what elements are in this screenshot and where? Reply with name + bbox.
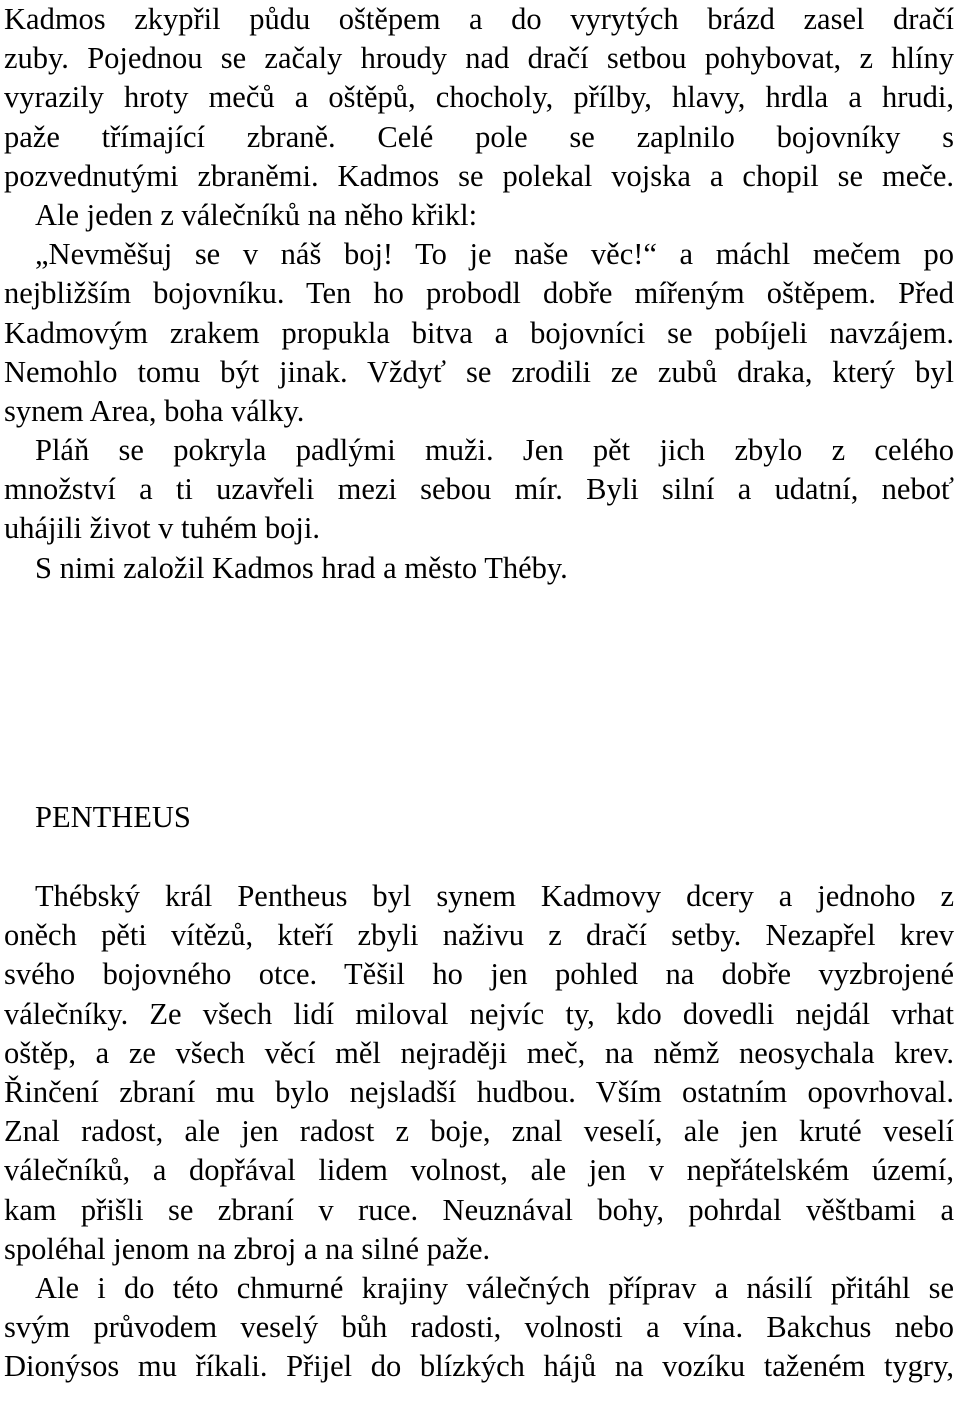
text-line: množství a ti uzavřeli mezi sebou mír. Byli silní a udatní, neboť (4, 472, 954, 507)
text-line: pozvednutými zbraněmi. Kadmos se polekal vojska a chopil se meče. (4, 158, 954, 193)
document-page (4, 0, 954, 1386)
text-line: Pláň se pokryla padlými muži. Jen pět jich zbylo z celého (35, 433, 954, 468)
text-line: Kadmos zkypřil půdu oštěpem a do vyrytých brázd zasel dračí (4, 2, 954, 36)
text-line: Nemohlo tomu být jinak. Vždyť se zrodili ze zubů draka, který byl (4, 354, 954, 389)
text-line: Dionýsos mu říkali. Přijel do blízkých hájů na vozíku taženém tygry, (4, 1349, 954, 1384)
text-line: Řinčení zbraní mu bylo nejsladší hudbou. Vším ostatním opovrhoval. (4, 1074, 954, 1109)
text-line: Ale i do této chmurné krajiny válečných příprav a násilí přitáhl se (35, 1270, 954, 1305)
text-line: Thébský král Pentheus byl synem Kadmovy dcery a jednoho z (35, 879, 954, 913)
text-line: svého bojovného otce. Těšil ho jen pohled na dobře vyzbrojené (4, 957, 954, 992)
text-line: uhájili život v tuhém boji. (4, 511, 320, 546)
spacer (4, 837, 954, 877)
text-line: S nimi založil Kadmos hrad a město Théby. (35, 550, 568, 585)
section-heading: PENTHEUS (35, 799, 191, 834)
text-line: Ale jeden z válečníků na něho křikl: (35, 197, 478, 232)
text-line: synem Area, boha války. (4, 393, 305, 428)
text-line: zuby. Pojednou se začaly hroudy nad dračí setbou pohybovat, z hlíny (4, 41, 954, 76)
text-line: nejbližším bojovníku. Ten ho probodl dobře mířeným oštěpem. Před (4, 276, 954, 311)
text-line: vyrazily hroty mečů a oštěpů, chocholy, přílby, hlavy, hrdla a hrudi, (4, 80, 954, 115)
text-line: Znal radost, ale jen radost z boje, znal veselí, ale jen kruté veselí (4, 1114, 954, 1149)
text-line: Kadmovým zrakem propukla bitva a bojovníci se pobíjeli navzájem. (4, 315, 954, 350)
text-line: spoléhal jenom na zbroj a na silné paže. (4, 1231, 491, 1266)
text-line: „Nevměšuj se v náš boj! To je naše věc!“ a máchl mečem po (35, 237, 954, 272)
text-line: válečníků, a dopřával lidem volnost, ale jen v nepřátelském území, (4, 1153, 954, 1188)
text-line: kam přišli se zbraní v ruce. Neuznával bohy, pohrdal věštbami a (4, 1192, 954, 1227)
text-line: válečníky. Ze všech lidí miloval nejvíc ty, kdo dovedli nejdál vrhat (4, 996, 954, 1031)
text-line: svým průvodem veselý bůh radosti, volnosti a vína. Bakchus nebo (4, 1310, 954, 1345)
section-kadmos (4, 0, 954, 588)
spacer (4, 588, 954, 798)
text-line: oštěp, a ze všech věcí měl nejraději meč, na němž neosychala krev. (4, 1035, 954, 1070)
section-pentheus (4, 877, 954, 1386)
text-line: oněch pěti vítězů, kteří zbyli naživu z dračí setby. Nezapřel krev (4, 918, 954, 953)
text-line: paže třímající zbraně. Celé pole se zaplnilo bojovníky s (4, 119, 954, 154)
